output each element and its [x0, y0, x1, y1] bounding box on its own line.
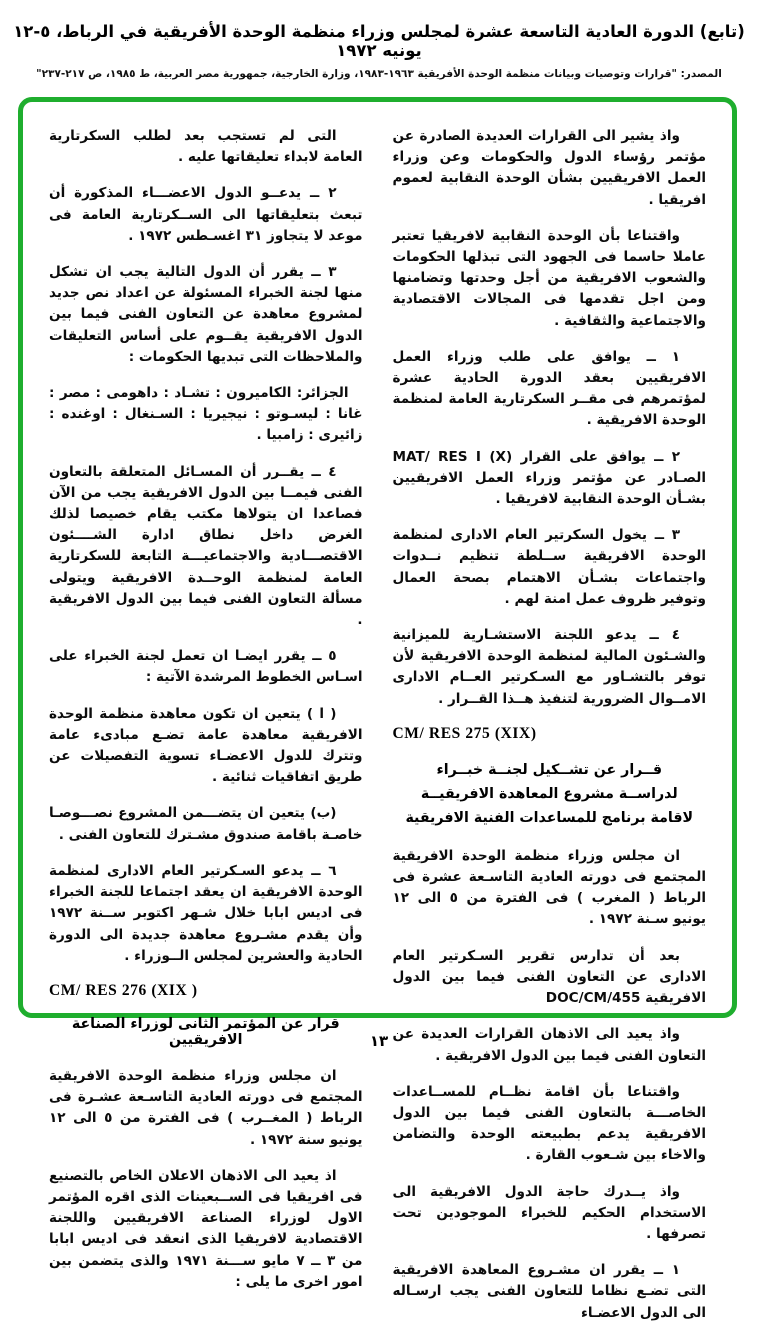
page-footer	[0, 1015, 758, 1078]
paragraph: ٤ ــ يقــرر أن المسـائل المتعلقة بالتعاون الفنى فيمــا بين الدول الافريقية يجب من الآن فصاعدا ان يتولاها مكتب يقام خصيصا لذلك الغرض داخل نطاق ادارة الشــــئون الاقتصـــادية والاجتماعيـــة التابعة للسكرتارية العامة لمنظمة الوحــدة الافريقية ويتولى مسألة التعاون الفنى فيما بين الدول الافريقية .	[49, 463, 363, 629]
paragraph: ٥ ــ يقرر ايضـا ان تعمل لجنة الخبراء على اسـاس الخطوط المرشدة الآتية :	[49, 648, 363, 686]
paragraph: ٦ ــ يدعو السـكرتير العام الادارى لمنظمة الوحدة الافريقية ان يعقد اجتماعا للجنة الخبراء فى اديس ابابا خلال شـهر اكتوبر ســنة ١٩٧٢ وأن يقدم مشـروع معاهدة جديدة الى الدورة الحادية والعشرين لمجلس الــوزراء .	[49, 862, 363, 964]
paragraph: واذ يعيد الى الاذهان القرارات العديدة عن التعاون الفنى فيما بين الدول الافريقية .	[392, 1026, 706, 1064]
paragraph: ١ ــ يقرر ان مشـروع المعاهدة الافريقية التى تضـع نظاما للتعاون الفنى يجب ارسـاله الى الدول الاعضـاء	[392, 1262, 706, 1321]
paragraph: ( ا ) يتعين ان تكون معاهدة منظمة الوحدة الافريقية معاهدة عامة تضـع مبادىء عامة وتترك للدول الاعضـاء تسوية التفصيلات عن طريق اتفاقيات ثنائية .	[49, 705, 363, 786]
resolution-code: CM/ RES 276 (XIX )	[49, 981, 198, 999]
column-left	[49, 126, 363, 1290]
resolution-title: قرار عن المؤتمر الثانى لوزراء الصناعة الافريقيين	[71, 1015, 340, 1048]
country-list: الجزائر: الكاميرون : تشـاد : داهومى : مصر : غانا : ليسـوتو : نيجيريا : السـنغال : اوغنده : زائيرى : زامبيا .	[49, 385, 363, 444]
paragraph: ٢ ــ يدعــو الدول الاعضـــاء المذكورة أن تبعث بتعليقاتها الى الســكرتارية العامة فى موعد لا يتجاوز ٣١ اغسـطس ١٩٧٢ .	[49, 185, 363, 244]
paragraph: واذ يشير الى القرارات العديدة الصادرة عن مؤتمر رؤساء الدول والحكومات وعن وزراء العمل الافريقيين بشأن الوحدة النقابية لعموم افريقيا .	[392, 128, 706, 208]
resolution-title-line: لدراســة مشروع المعاهدة الافريقيــة	[420, 785, 678, 802]
page-header	[0, 0, 758, 80]
paragraph: واقتناعا بأن اقامة نظــام للمســاعدات الخاصـــة بالتعاون الفنى فيما بين الدول الافريقية يدعم بطبيعته الوحدة والتضامن والاخاء بين شـعوب القارة .	[392, 1083, 706, 1164]
paragraph: ١ ــ يوافق على طلب وزراء العمل الافريقيين بعقد الدورة الحادية عشرة لمؤتمرهم فى مقــر السكرتارية العامة لمنظمة الوحدة الافريقية .	[392, 348, 706, 429]
paragraph: (ب) يتعين ان يتضـــمن المشروع نصـــوصـا خاصـة باقامة صندوق مشـترك للتعاون الفنى .	[49, 805, 363, 843]
paragraph: ان مجلس وزراء منظمة الوحدة الافريقية المجتمع فى دورته العادية التاسـعة عشـرة فى الرباط ( المغــرب ) فى الفترة من ٥ الى ١٢ يونيو سنة ١٩٧٢ .	[49, 1067, 363, 1148]
header-title: (تابع) الدورة العادية التاسعة عشرة لمجلس وزراء منظمة الوحدة الأفريقية في الرباط، ٥-١٢ يونيه ١٩٧٢	[13, 22, 745, 60]
paragraph: بعد أن تدارس تقرير السـكرتير العام الادارى عن التعاون الفنى فيما بين الدول الافريقية DOC/CM/455	[392, 947, 706, 1007]
resolution-title-line: قــرار عن تشــكيل لجنــة خبــراء	[436, 761, 663, 778]
paragraph: ٣ ــ يخول السكرتير العام الادارى لمنظمة الوحدة الافريقية ســلطة تنظيم نــدوات واجتماعات بشـأن الاهتمام بصحة العمال وتوفير ظروف عمل امنة لهم .	[392, 527, 706, 607]
paragraph: ٢ ــ يوافق على القرار MAT/ RES I (X) الصـادر عن مؤتمر وزراء العمل الافريقيين بشـأن الوحدة النقابية لافريقيا .	[392, 448, 706, 508]
paragraph: واقتناعا بأن الوحدة النقابية لافريقيا تعتبر عاملا حاسما فى الجهود التى تبذلها الحكومات والشعوب الافريقية من أجل وحدتها وتضامنها ومن اجل تقدمها فى المجالات الاقتصادية والاجتماعية والثقافية .	[392, 227, 706, 329]
page-number: ١٣	[369, 1032, 389, 1050]
resolution-code: CM/ RES 275 (XIX)	[392, 724, 537, 742]
paragraph: ٣ ــ يقرر أن الدول التالية يجب ان تشكل منها لجنة الخبراء المسئولة عن اعداد نص جديد لمشروع معاهدة عن التعاون الفنى فيما بين الدول الافريقية يقــوم على أساس التعليقات والملاحظات التى تبديها الحكومات :	[49, 264, 363, 365]
column-right	[392, 126, 707, 1321]
paragraph: التى لم تستجب بعد لطلب السكرتارية العامة لابداء تعليقاتها عليه .	[49, 128, 363, 166]
paragraph: اذ يعيد الى الاذهان الاعلان الخاص بالتصنيع فى افريقيا فى الســبعينات الذى اقره المؤتمر الاول لوزراء الصناعة الافريقيين واللجنة الاقتصادية لافريقيا الذى انعقد فى اديس ابابا من ٣ ــ ٧ مايو ســـنة ١٩٧١ والذى يتضمن بين امور اخرى ما يلى :	[49, 1167, 363, 1290]
paragraph: واذ يــدرك حاجة الدول الافريقية الى الاستخدام الحكيم للخبراء الموجودين تحت تصرفها .	[392, 1183, 706, 1242]
resolution-title-line: لاقامة برنامج للمساعدات الفنية الافريقية	[405, 809, 694, 826]
header-source: المصدر: "قرارات وتوصيات وبيانات منظمة الوحدة الأفريقية ١٩٦٣-١٩٨٣، وزارة الخارجية، جمهورية مصر العربية، ط ١٩٨٥، ص ٢١٧-٢٣٧"	[36, 68, 722, 80]
paragraph: ان مجلس وزراء منظمة الوحدة الافريقية المجتمع فى دورته العادية التاسـعة عشرة فى الرباط ( المغرب ) فى الفترة من ٥ الى ١٢ يونيو سـنة ١٩٧٢ .	[392, 847, 706, 928]
paragraph: ٤ ــ يدعو اللجنة الاستشـارية للميزانية والشـئون المالية لمنظمة الوحدة الافريقية لأن توفر بالتشـاور مع السـكرتير العــام الادارى الامــوال الضرورية لتنفيذ هــذا القــرار .	[392, 627, 706, 707]
